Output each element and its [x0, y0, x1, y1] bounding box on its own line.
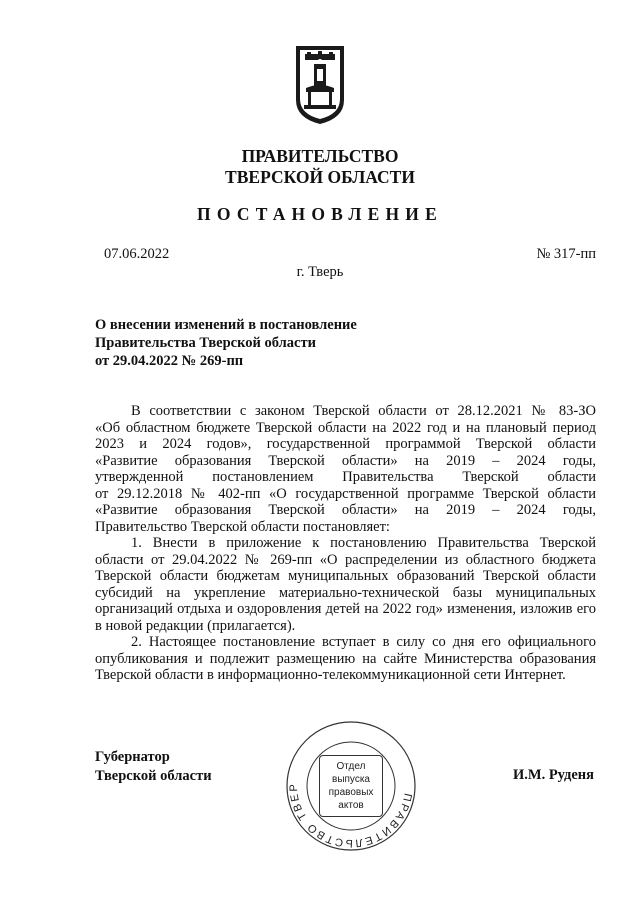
preamble-line: «Развитие образования Тверской области» на 2019 – 2024 годы, — [95, 502, 596, 518]
signatory-title — [95, 748, 212, 786]
document-type: ПОСТАНОВЛЕНИЕ — [197, 204, 443, 224]
stamp-line: выпуска — [332, 774, 370, 785]
document-date: 07.06.2022 — [104, 246, 170, 262]
preamble-line: «Развитие образования Тверской области» на 2019 – 2024 годы, — [95, 452, 596, 469]
preamble-line: 2023 и 2024 годов», государственной программой Тверской области — [95, 436, 596, 452]
decree-item-2: 2. Настоящее постановление вступает в силу со дня его официального опубликования и подлежит размещению на сайте Министерства образования Тверской области в информационно-телекоммуникационной сети Интернет. — [95, 634, 596, 683]
preamble-line: Правительство Тверской области постановляет: — [95, 518, 390, 535]
government-name-line1: ПРАВИТЕЛЬСТВО — [241, 146, 399, 166]
stamp-center — [285, 720, 417, 852]
decree-item-1: 1. Внести в приложение к постановлению Правительства Тверской области от 29.04.2022 № 269-пп «О распределении из областного бюджета Тверской области бюджетам муниципальных образований Тверской области субсидий на укрепление материально-технической базы муниципальных организаций отдыха и оздоровления детей на 2022 год» изменения, изложив его в новой редакции (прилагается). — [95, 535, 596, 634]
coat-of-arms-icon — [292, 42, 348, 126]
document-subject — [95, 316, 357, 370]
preamble-line: В соответствии с законом Тверской области от 28.12.2021 № 83-ЗО — [131, 403, 596, 419]
stamp-line: Отдел — [336, 761, 366, 772]
preamble-line: «Об областном бюджете Тверской области на 2022 год и на плановый период — [95, 419, 596, 436]
subject-line: от 29.04.2022 № 269-пп — [95, 353, 244, 369]
document-body — [95, 403, 596, 684]
subject-line: О внесении изменений в постановление — [95, 317, 357, 333]
document-number: № 317-пп — [536, 246, 596, 262]
subject-line: Правительства Тверской области — [95, 335, 316, 351]
document-city: г. Тверь — [296, 264, 344, 280]
preamble-line: утвержденной постановлением Правительства Тверской области — [95, 469, 596, 485]
stamp-line: правовых — [328, 787, 374, 798]
stamp-ring-text: ПРАВИТЕЛЬСТВО ТВЕР — [287, 781, 414, 850]
stamp-line: актов — [338, 800, 364, 811]
preamble-line: от 29.12.2018 № 402-пп «О государственной программе Тверской области — [95, 485, 596, 502]
signatory-title-line: Губернатор — [95, 749, 170, 765]
stamp-label-box — [319, 755, 383, 817]
government-name-line2: ТВЕРСКОЙ ОБЛАСТИ — [225, 167, 415, 187]
signatory-name: И.М. Руденя — [512, 767, 594, 783]
signatory-title-line: Тверской области — [95, 768, 212, 784]
